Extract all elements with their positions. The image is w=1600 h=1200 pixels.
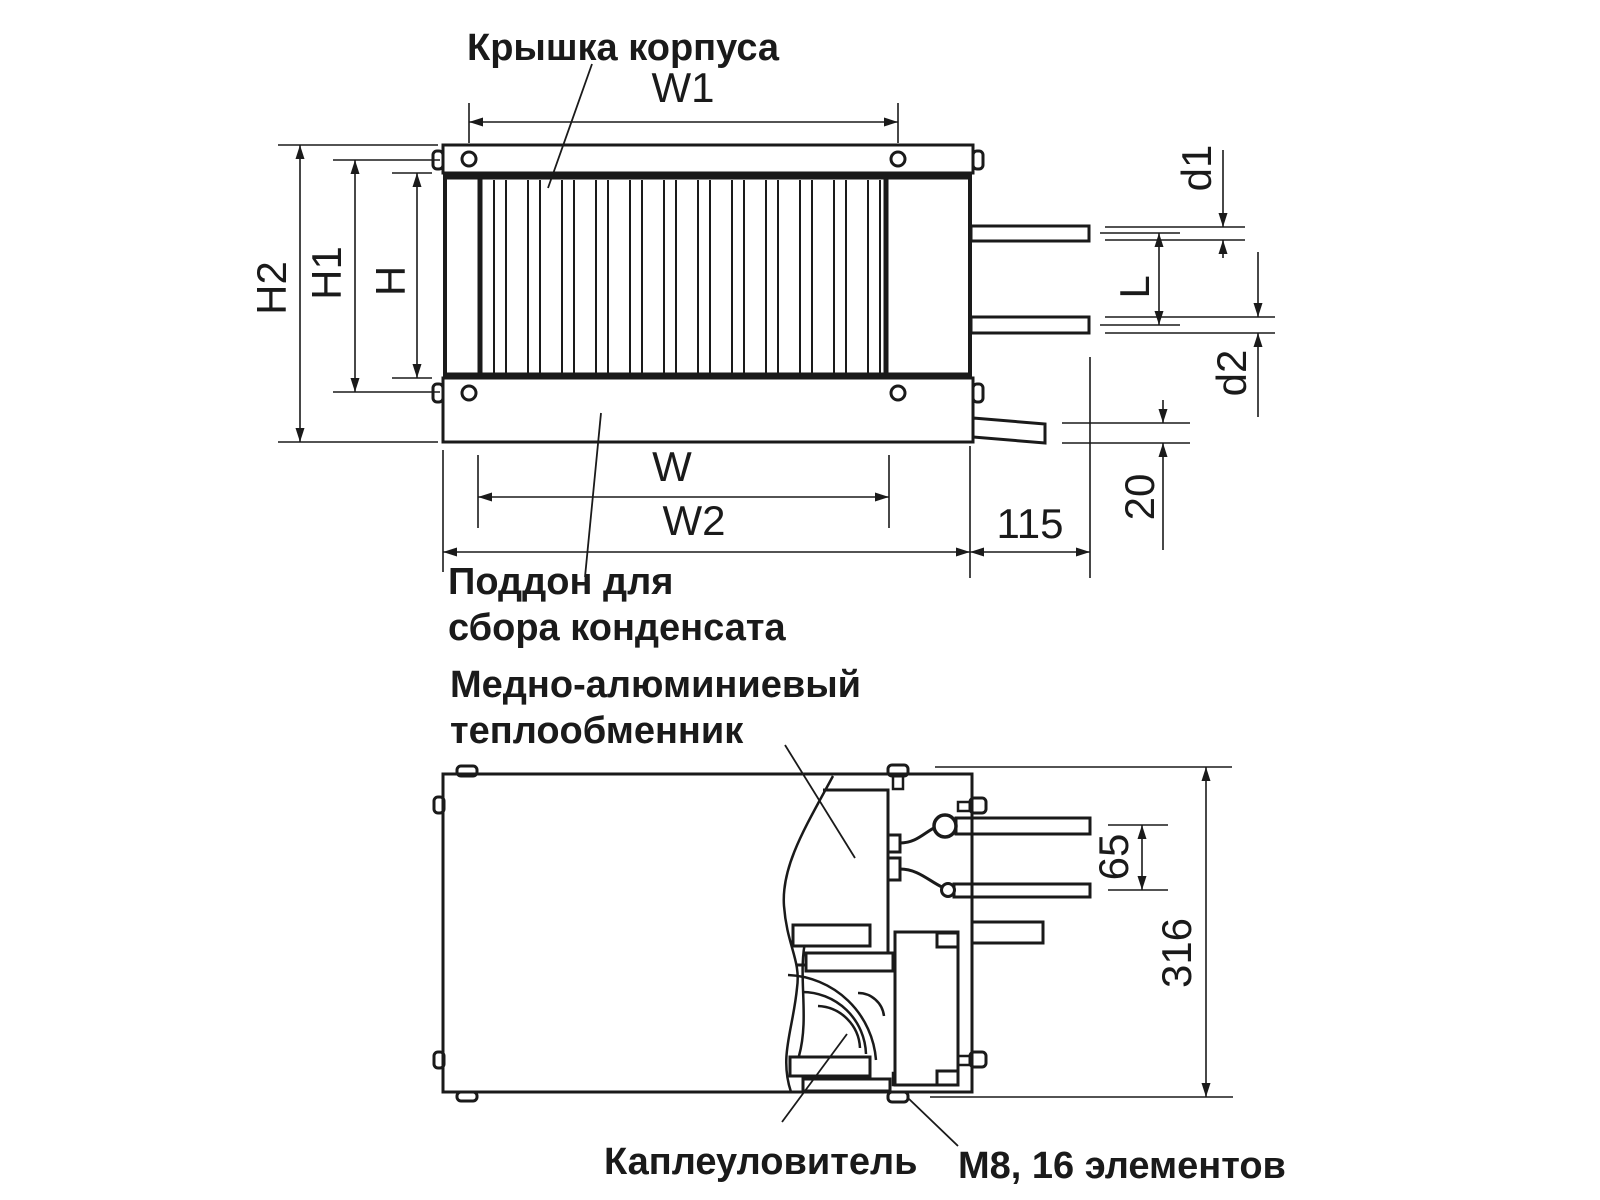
dim-label-w: W bbox=[652, 443, 692, 490]
arrowhead bbox=[1202, 767, 1211, 781]
arrowhead bbox=[1219, 213, 1228, 227]
tray-tab-left bbox=[433, 384, 443, 402]
plan-pipe-top bbox=[956, 818, 1090, 834]
dim-label-h1: H1 bbox=[303, 246, 350, 300]
plan-tab-left-lower bbox=[434, 1052, 444, 1068]
arrowhead bbox=[1254, 333, 1263, 347]
drop-eliminator-callout: Каплеуловитель bbox=[604, 1141, 918, 1183]
leader-line bbox=[908, 1098, 958, 1146]
tray-callout-line2: сбора конденсата bbox=[448, 606, 786, 649]
arrowhead bbox=[1155, 311, 1164, 325]
hx-header-stub-lower bbox=[888, 858, 900, 880]
arrowhead bbox=[351, 378, 360, 392]
plan-tab-left-upper bbox=[434, 797, 444, 813]
arrowhead bbox=[443, 548, 457, 557]
dim-label-316: 316 bbox=[1153, 917, 1200, 989]
arrowhead bbox=[875, 493, 889, 502]
arrowhead bbox=[1254, 303, 1263, 317]
hx-header-stub-upper bbox=[888, 835, 900, 852]
pipe-union-large bbox=[934, 815, 956, 837]
arrowhead bbox=[1159, 443, 1168, 457]
hx-callout-line1: Медно-алюминиевый bbox=[450, 664, 862, 706]
pipe-union-small bbox=[942, 884, 955, 897]
arrowhead bbox=[413, 364, 422, 378]
plan-tab-top-left bbox=[457, 766, 477, 776]
arrowhead bbox=[1202, 1083, 1211, 1097]
dim-label-d2: d2 bbox=[1208, 349, 1255, 397]
pipe-top bbox=[971, 226, 1089, 241]
hx-callout bbox=[450, 663, 861, 754]
arrowhead bbox=[884, 118, 898, 127]
arrowhead bbox=[1138, 825, 1147, 839]
arrowhead bbox=[413, 173, 422, 187]
arrowhead bbox=[970, 548, 984, 557]
eliminator-bar-1 bbox=[793, 925, 870, 946]
pipe-bottom bbox=[971, 317, 1089, 333]
dim-label-l: L bbox=[1111, 275, 1158, 299]
arrowhead bbox=[1138, 876, 1147, 890]
cover-tab-right bbox=[973, 151, 983, 169]
arrowhead bbox=[956, 548, 970, 557]
tray-tab-right bbox=[973, 384, 983, 402]
front-view bbox=[433, 145, 1089, 443]
tray-callout bbox=[448, 560, 786, 651]
dim-label-d1: d1 bbox=[1173, 144, 1220, 192]
drain-pipe bbox=[973, 418, 1045, 443]
eliminator-housing bbox=[895, 932, 958, 1085]
dim-label-65: 65 bbox=[1090, 833, 1137, 881]
plan-pipe-bottom bbox=[954, 884, 1090, 897]
dim-label-w2: W2 bbox=[662, 497, 726, 544]
arrowhead bbox=[296, 145, 305, 159]
arrowhead bbox=[1219, 240, 1228, 254]
plan-view bbox=[434, 765, 1090, 1102]
arrowhead bbox=[469, 118, 483, 127]
dim-label-20: 20 bbox=[1116, 473, 1163, 521]
eliminator-bar-3 bbox=[790, 1057, 870, 1076]
hx-callout-line2: теплообменник bbox=[450, 709, 744, 752]
dim-label-h2: H2 bbox=[248, 261, 295, 315]
eliminator-bar-2 bbox=[806, 953, 893, 971]
plan-body bbox=[443, 774, 972, 1092]
arrowhead bbox=[296, 428, 305, 442]
plan-tab-bottom-right bbox=[888, 1092, 908, 1102]
fasteners-callout: М8, 16 элементов bbox=[958, 1145, 1286, 1187]
cover-callout: Крышка корпуса bbox=[467, 27, 780, 69]
dim-label-w1: W1 bbox=[651, 64, 715, 111]
plan-tab-bottom-left bbox=[457, 1092, 477, 1101]
dim-label-h: H bbox=[367, 265, 414, 297]
cover-plate bbox=[443, 145, 973, 173]
arrowhead bbox=[351, 160, 360, 174]
dim-label-115: 115 bbox=[996, 500, 1064, 547]
eliminator-bar-4 bbox=[803, 1079, 890, 1091]
tray-callout-line1: Поддон для bbox=[448, 561, 674, 603]
plan-drain-pipe bbox=[972, 922, 1043, 943]
arrowhead bbox=[1076, 548, 1090, 557]
arrowhead bbox=[1159, 409, 1168, 423]
arrowhead bbox=[478, 493, 492, 502]
